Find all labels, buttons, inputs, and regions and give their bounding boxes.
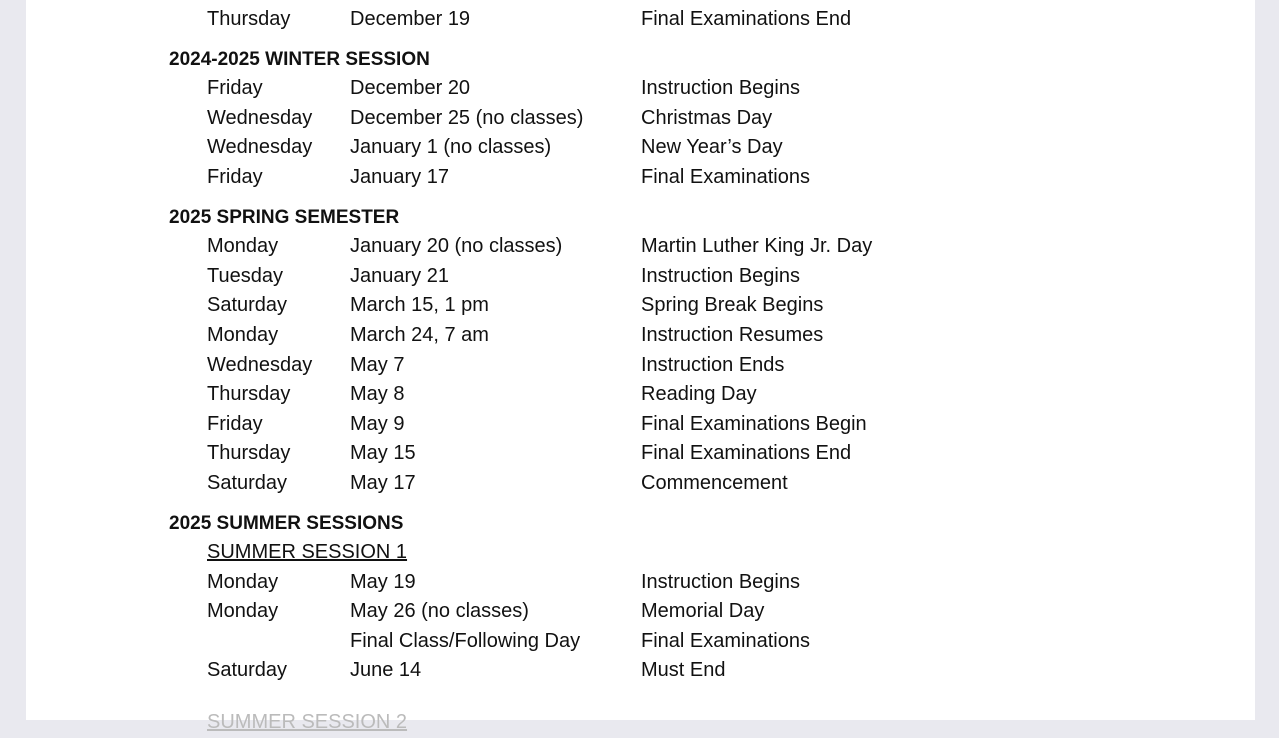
calendar-row — [26, 291, 1255, 321]
calendar-row — [26, 104, 1255, 134]
event-cell: Spring Break Begins — [641, 294, 824, 317]
day-cell: Monday — [207, 235, 279, 258]
date-cell: May 19 — [350, 570, 416, 593]
section-heading: 2025 SPRING SEMESTER — [169, 206, 400, 228]
event-cell: Martin Luther King Jr. Day — [641, 235, 873, 258]
date-cell: May 26 (no classes) — [350, 600, 529, 623]
calendar-row — [26, 163, 1255, 193]
event-cell: Instruction Begins — [641, 264, 800, 287]
calendar-row — [26, 232, 1255, 262]
calendar-row — [26, 568, 1255, 598]
event-cell: Reading Day — [641, 383, 757, 406]
event-cell: Instruction Ends — [641, 353, 785, 376]
event-cell: Final Examinations End — [641, 8, 852, 30]
calendar-row — [26, 5, 1255, 35]
date-cell: January 21 — [350, 264, 449, 287]
calendar-row — [26, 439, 1255, 469]
day-cell: Thursday — [207, 8, 291, 30]
event-cell: Commencement — [641, 471, 788, 494]
date-cell: March 15, 1 pm — [350, 294, 489, 317]
day-cell: Monday — [207, 323, 279, 346]
calendar-row — [26, 597, 1255, 627]
date-cell: Final Class/Following Day — [350, 629, 581, 652]
calendar-row — [26, 133, 1255, 163]
day-cell: Monday — [207, 570, 279, 593]
event-cell: Final Examinations — [641, 629, 810, 652]
calendar-row — [26, 410, 1255, 440]
subsection-heading: SUMMER SESSION 2 — [207, 711, 408, 734]
date-cell: March 24, 7 am — [350, 323, 489, 346]
event-cell: Instruction Resumes — [641, 323, 824, 346]
day-cell: Friday — [207, 77, 263, 100]
day-cell: Friday — [207, 412, 263, 435]
calendar-row — [26, 321, 1255, 351]
date-cell: May 8 — [350, 383, 405, 406]
day-cell: Saturday — [207, 659, 288, 682]
day-cell: Wednesday — [207, 136, 313, 159]
section-heading: 2025 SUMMER SESSIONS — [169, 512, 404, 534]
event-cell: Final Examinations Begin — [641, 412, 867, 435]
date-cell: December 25 (no classes) — [350, 106, 584, 129]
day-cell: Thursday — [207, 442, 291, 465]
calendar-row — [26, 380, 1255, 410]
date-cell: January 20 (no classes) — [350, 235, 563, 258]
academic-calendar — [26, 5, 1255, 738]
date-cell: January 17 — [350, 165, 449, 188]
date-cell: December 20 — [350, 77, 471, 100]
day-cell: Tuesday — [207, 264, 283, 287]
date-cell: May 9 — [350, 412, 405, 435]
event-cell: Instruction Begins — [641, 570, 800, 593]
calendar-row — [26, 469, 1255, 499]
date-cell: May 15 — [350, 442, 416, 465]
document-page — [26, 0, 1255, 734]
event-cell: Final Examinations End — [641, 442, 852, 465]
date-cell: May 7 — [350, 353, 405, 376]
date-cell: December 19 — [350, 8, 471, 30]
event-cell: Must End — [641, 659, 726, 682]
day-cell: Saturday — [207, 471, 288, 494]
calendar-row — [26, 656, 1255, 686]
calendar-row — [26, 627, 1255, 657]
subsection-heading: SUMMER SESSION 1 — [207, 541, 408, 564]
date-cell: June 14 — [350, 659, 422, 682]
day-cell: Wednesday — [207, 353, 313, 376]
calendar-row — [26, 351, 1255, 381]
date-cell: January 1 (no classes) — [350, 136, 552, 159]
event-cell: Instruction Begins — [641, 77, 800, 100]
day-cell: Monday — [207, 600, 279, 623]
section-heading: 2024-2025 WINTER SESSION — [169, 48, 430, 70]
day-cell: Thursday — [207, 383, 291, 406]
event-cell: New Year’s Day — [641, 136, 783, 159]
day-cell: Wednesday — [207, 106, 313, 129]
calendar-row — [26, 262, 1255, 292]
event-cell: Memorial Day — [641, 600, 765, 623]
date-cell: May 17 — [350, 471, 416, 494]
event-cell: Final Examinations — [641, 165, 810, 188]
day-cell: Saturday — [207, 294, 288, 317]
calendar-row — [26, 74, 1255, 104]
day-cell: Friday — [207, 165, 263, 188]
event-cell: Christmas Day — [641, 106, 773, 129]
